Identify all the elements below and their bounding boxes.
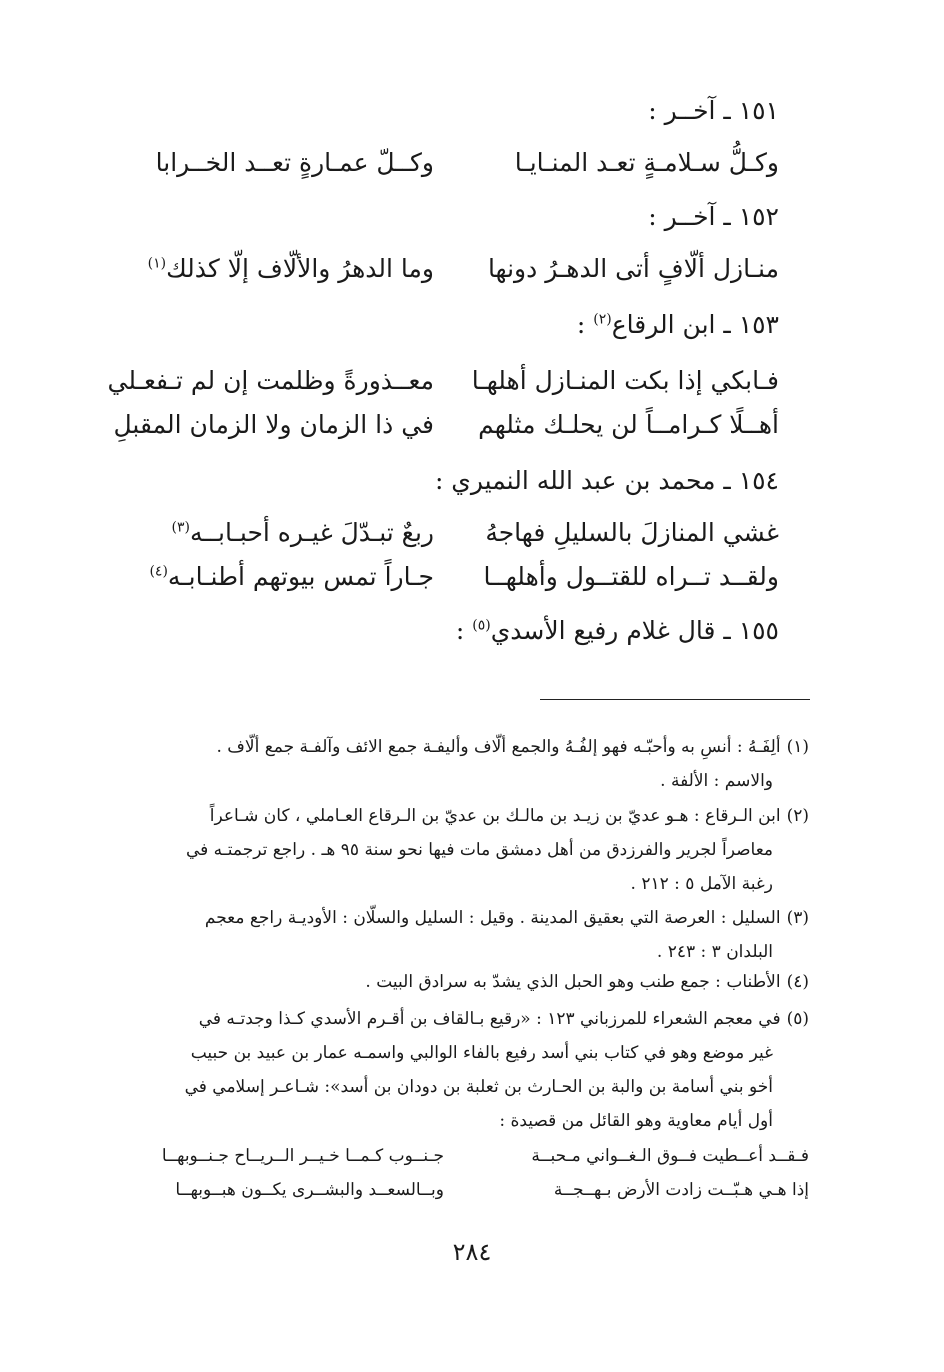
footnote-5-verse-1-second-hemistich: جـنــوب كـمــا خـيــر الــريــاح جـنــوبهــا [161,1146,444,1166]
poem-153-verse-2-second-hemistich: في ذا الزمان ولا الزمان المقبلِ [113,410,434,439]
footnote-3-line-2: البلدان ٣ : ٢٤٣ . [656,942,773,962]
footnote-text: ابن الـرقاع : هـو عديّ بن زيـد بن مالـك بن عديّ بن الـرقاع العـاملي ، كان شـاعراً [209,806,781,826]
poem-152-verse-1-first-hemistich: منـازل ألّافٍ أتى الدهـرُ دونها [487,254,779,283]
poem-154-heading: ١٥٤ ـ محمد بن عبد الله النميري : [434,466,779,495]
footnote-text: الأطناب : جمع طنب وهو الحبل الذي يشدّ به سرادق البيت . [365,972,781,992]
footnote-5-verse-1-first-hemistich: فـقــد أعــطيت فــوق الـغــواني مـحبــة [531,1146,809,1166]
poem-153-verse-1-first-hemistich: فـابكي إذا بكت المنـازل أهلهـا [471,366,779,395]
footnote-number: (١) [786,737,809,757]
verse-text: ربعٌ تبـدّلَ غيـره أحبـابــه [189,518,434,547]
verse-text: وما الدهرُ والألّاف إلّا كذلك [166,254,434,283]
footnote-ref-4: (٤) [149,563,168,580]
footnote-5-line-4: أول أيام معاوية وهو القائل من قصيدة : [499,1111,773,1131]
footnote-5-line-2: غير موضع وهو في كتاب بني أسد رفيع بالفاء الوالبي واسمـه عمار بن عبيد بن حبيب [190,1043,773,1063]
footnote-separator [540,699,810,700]
page-number: ٢٨٤ [452,1238,492,1266]
poem-154-verse-2-first-hemistich: ولقــد تــراه للقتــول وأهلهــا [483,562,779,591]
footnote-1-line-2: والاسم : الألفة . [660,771,773,791]
poem-154-verse-2-second-hemistich [144,562,434,591]
footnote-number: (٥) [786,1009,809,1029]
footnote-3 [109,901,809,969]
poem-153-verse-1-second-hemistich: معــذورةً وظلمت إن لم تـفعـلي [107,366,434,395]
footnote-5-line-3: أخو بني أسامة بن والبة بن الحـارث بن ثعلبة بن دودان بن أسد»: شـاعـر إسلامي في [184,1077,773,1097]
poem-152-verse-1-second-hemistich [144,254,434,283]
poem-153-heading [577,310,779,339]
footnote-number: (٢) [786,806,809,826]
footnote-3-line-1 [109,901,809,935]
poem-154-verse-1-first-hemistich: غشي المنازلَ بالسليلِ فهاجهُ [485,518,779,547]
footnote-2 [109,799,809,901]
verse-text: جـاراً تمس بيوتهم أطنـابـه [167,562,434,591]
heading-text: ١٥٥ ـ قال غلام رفيع الأسدي [490,616,779,645]
footnote-5-verse-2-first-hemistich: إذا هـي هـبّــت زادت الأرض بـهــجــة [553,1180,809,1200]
poem-151-verse-1-first-hemistich: وكـلُّ سـلامـةٍ تعـد المنـايـا [514,148,779,177]
footnote-number: (٤) [786,972,809,992]
footnote-4 [109,965,809,999]
footnote-5-line-1 [109,1002,809,1036]
heading-colon: : [576,310,594,339]
footnote-ref-2: (٢) [593,311,612,328]
footnote-2-line-2: معاصراً لجرير والفرزدق من أهل دمشق مات فيها نحو سنة ٩٥ هـ . راجع ترجمتـه في [185,840,773,860]
footnote-5 [109,1002,809,1138]
footnote-text: في معجم الشعراء للمرزباني ١٢٣ : «رقيع بـالقاف بن أقـرم الأسدي كـذا وجدتـه في [198,1009,781,1029]
footnote-text: السليل : العرصة التي بعقيق المدينة . وقيل : السليل والسلّان : الأوديـة راجع معجم [204,908,781,928]
footnote-2-line-1 [109,799,809,833]
footnote-text: ألِفَـهُ : أنسِ به وأحبّـه فهو إلفُـهُ والجمع ألّاف وأليفـة جمع الائف وآلفـة جمع ألّاف . [216,737,781,757]
footnote-5-verse-2-second-hemistich: وبــالسعــد والبشــرى يكــون هبــوبهــا [175,1180,444,1200]
footnote-ref-1: (١) [147,255,167,272]
footnote-ref-5: (٥) [472,617,491,634]
footnote-2-line-3: رغبة الآمل ٥ : ٢١٢ . [630,874,773,894]
heading-colon: : [455,616,473,645]
footnote-ref-3: (٣) [171,519,190,536]
poem-152-heading: ١٥٢ ـ آخــر : [648,202,779,231]
footnote-4-line-1 [109,965,809,999]
footnote-1-line-1 [109,730,809,764]
poem-151-verse-1-second-hemistich: وكــلّ عمـارةٍ تعــد الخــرابا [155,148,434,177]
poem-153-verse-2-first-hemistich: أهــلًا كـرامــاً لن يحلـك مثلهم [478,410,779,439]
footnote-number: (٣) [786,908,809,928]
heading-text: ١٥٣ ـ ابن الرقاع [611,310,779,339]
poem-155-heading [456,616,779,645]
poem-151-heading: ١٥١ ـ آخــر : [648,96,779,125]
footnote-1 [109,730,809,798]
poem-154-verse-1-second-hemistich [144,518,434,547]
